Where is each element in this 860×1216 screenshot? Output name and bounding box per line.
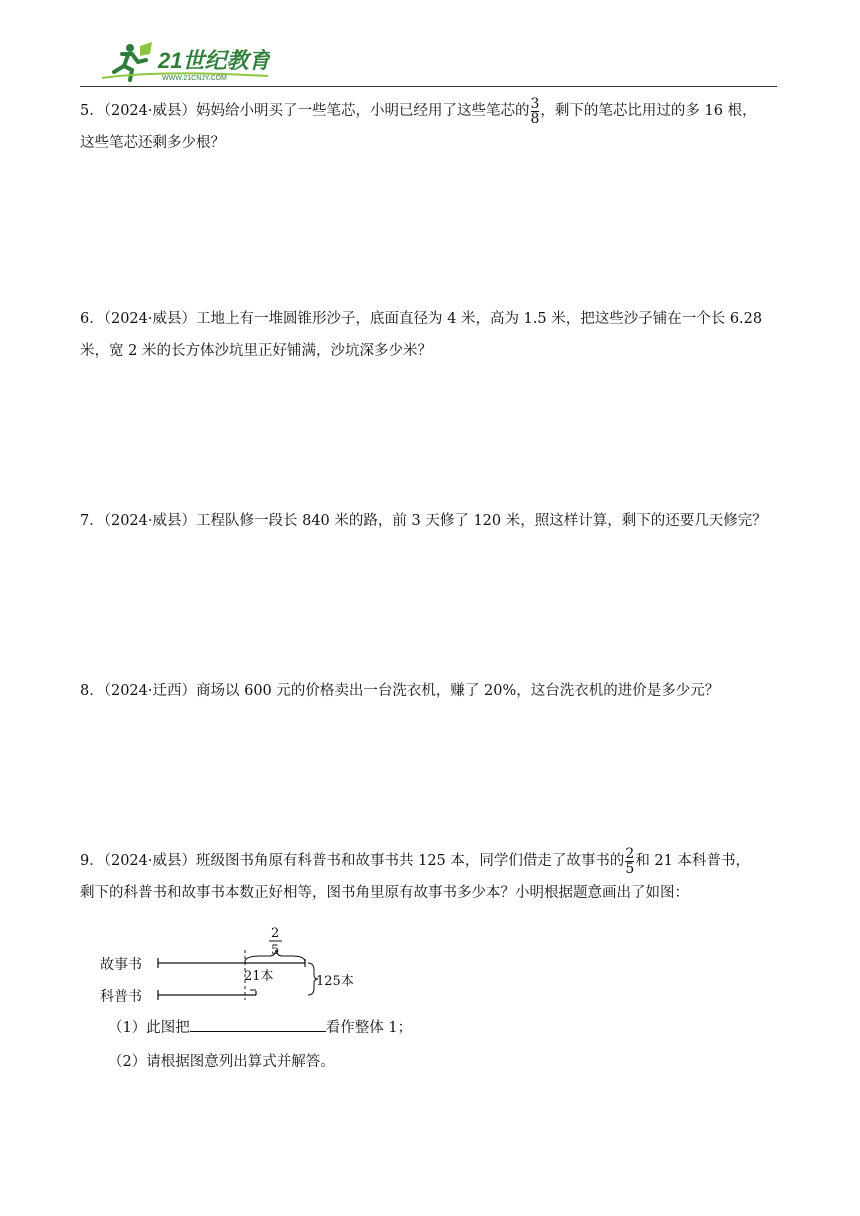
q9-subquestion-1 [108, 1016, 412, 1040]
q8-line1: 商场以 600 元的价格卖出一台洗衣机，赚了 20%，这台洗衣机的进价是多少元？ [196, 683, 720, 699]
q5-text-b: ，剩下的笔芯比用过的多 16 根， [540, 103, 757, 119]
q5-line2: 这些笔芯还剩多少根？ [80, 135, 225, 151]
diagram-frac-num: 2 [271, 926, 280, 941]
q6-number: 6． [80, 311, 104, 327]
q9-fraction [625, 847, 634, 876]
question-5 [80, 95, 780, 159]
q5-frac-num: 3 [530, 95, 540, 112]
q6-line2: 米，宽 2 米的长方体沙坑里正好铺满，沙坑深多少米？ [80, 343, 432, 359]
q9-frac-num: 2 [625, 845, 635, 862]
question-7 [80, 505, 780, 537]
logo [100, 40, 270, 84]
page-header [0, 0, 860, 90]
question-8 [80, 675, 780, 707]
svg-text:WWW.21CNJY.COM: WWW.21CNJY.COM [162, 75, 227, 82]
q5-source: （2024·威县） [103, 103, 196, 119]
q9-sub2: （2）请根据图意列出算式并解答。 [108, 1054, 335, 1070]
diagram-label-story: 故事书 [100, 957, 142, 973]
diagram-frac-den: 5 [271, 943, 280, 958]
q7-line1: 工程队修一段长 840 米的路，前 3 天修了 120 米，照这样计算，剩下的还要几天修完？ [196, 513, 767, 529]
line-segment-diagram [90, 920, 390, 1020]
q5-text-a: 妈妈给小明买了一些笔芯，小明已经用了这些笔芯的 [196, 103, 530, 119]
q9-number: 9． [80, 853, 104, 869]
q9-subquestion-2 [108, 1050, 335, 1074]
q9-line2: 剩下的科普书和故事书本数正好相等，图书角里原有故事书多少本？小明根据题意画出了如图： [80, 885, 689, 901]
q7-source: （2024·威县） [103, 513, 196, 529]
question-6 [80, 303, 780, 367]
diagram-right-brace [308, 963, 318, 995]
q8-source: （2024·迁西） [103, 683, 196, 699]
q5-number: 5． [80, 103, 104, 119]
header-rule [80, 86, 777, 87]
diagram-label-science: 科普书 [100, 989, 142, 1005]
q5-fraction [531, 97, 540, 126]
q9-frac-den: 5 [625, 860, 635, 877]
q9-sub1-b: 看作整体 1； [325, 1020, 413, 1036]
q6-source: （2024·威县） [103, 311, 196, 327]
q6-line1: 工地上有一堆圆锥形沙子，底面直径为 4 米，高为 1.5 米，把这些沙子铺在一个长 6.28 [196, 311, 763, 327]
diagram-label-21: 21本 [244, 969, 274, 984]
q9-text-a: 班级图书角原有科普书和故事书共 125 本，同学们借走了故事书的 [196, 853, 625, 869]
q9-text-b: 和 21 本科普书， [635, 853, 750, 869]
q7-number: 7． [80, 513, 104, 529]
answer-blank[interactable] [190, 1016, 326, 1032]
q5-frac-den: 8 [530, 110, 540, 127]
svg-text:21世纪教育: 21世纪教育 [158, 48, 270, 73]
q8-number: 8． [80, 683, 104, 699]
question-9 [80, 845, 780, 909]
q9-source: （2024·威县） [103, 853, 196, 869]
q9-sub1-a: （1）此图把 [108, 1020, 190, 1036]
diagram-label-125: 125本 [316, 974, 354, 989]
